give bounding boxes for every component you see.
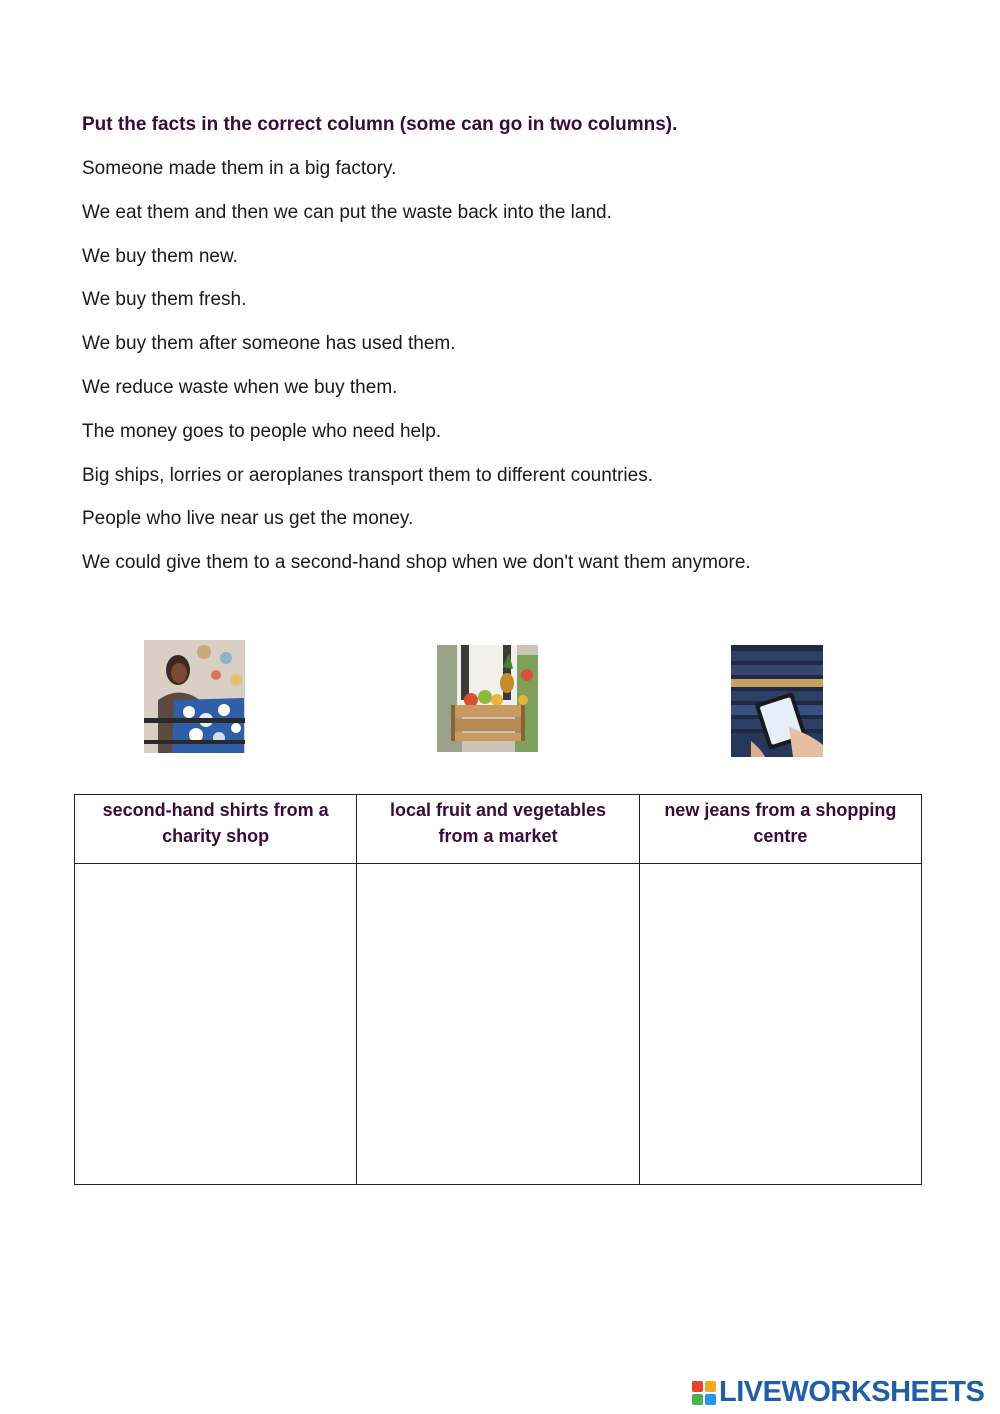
column-header-charity-shop: second-hand shirts from a charity shop (75, 795, 357, 864)
market-produce-image (437, 645, 538, 752)
fact-item: We buy them fresh. (82, 289, 247, 311)
fact-item: The money goes to people who need help. (82, 420, 442, 442)
fact-item: Big ships, lorries or aeroplanes transport them to different countries. (82, 464, 653, 486)
fact-item: We reduce waste when we buy them. (82, 376, 398, 398)
shopping-centre-jeans-image (731, 645, 823, 757)
fact-item: We could give them to a second-hand shop when we don't want them anymore. (82, 552, 751, 574)
drop-zone-charity-shop[interactable] (75, 864, 357, 1185)
sorting-table (74, 794, 922, 1185)
liveworksheets-logo-icon (692, 1381, 716, 1405)
fact-item: People who live near us get the money. (82, 508, 414, 530)
liveworksheets-logo[interactable] (692, 1376, 984, 1409)
fact-item: Someone made them in a big factory. (82, 158, 397, 179)
fact-item: We eat them and then we can put the waste back into the land. (82, 201, 612, 223)
instruction-title: Put the facts in the correct column (some can go in two columns). (82, 114, 678, 135)
fact-item: We buy them new. (82, 245, 238, 267)
facts-list (82, 157, 751, 595)
column-header-shopping-centre: new jeans from a shopping centre (639, 795, 921, 864)
drop-zone-market[interactable] (357, 864, 639, 1185)
charity-shop-shirts-image (144, 640, 245, 753)
liveworksheets-logo-text: LIVEWORKSHEETS (719, 1376, 985, 1408)
fact-item: We buy them after someone has used them. (82, 333, 456, 355)
drop-zone-shopping-centre[interactable] (639, 864, 921, 1185)
column-header-market: local fruit and vegetables from a market (357, 795, 639, 864)
